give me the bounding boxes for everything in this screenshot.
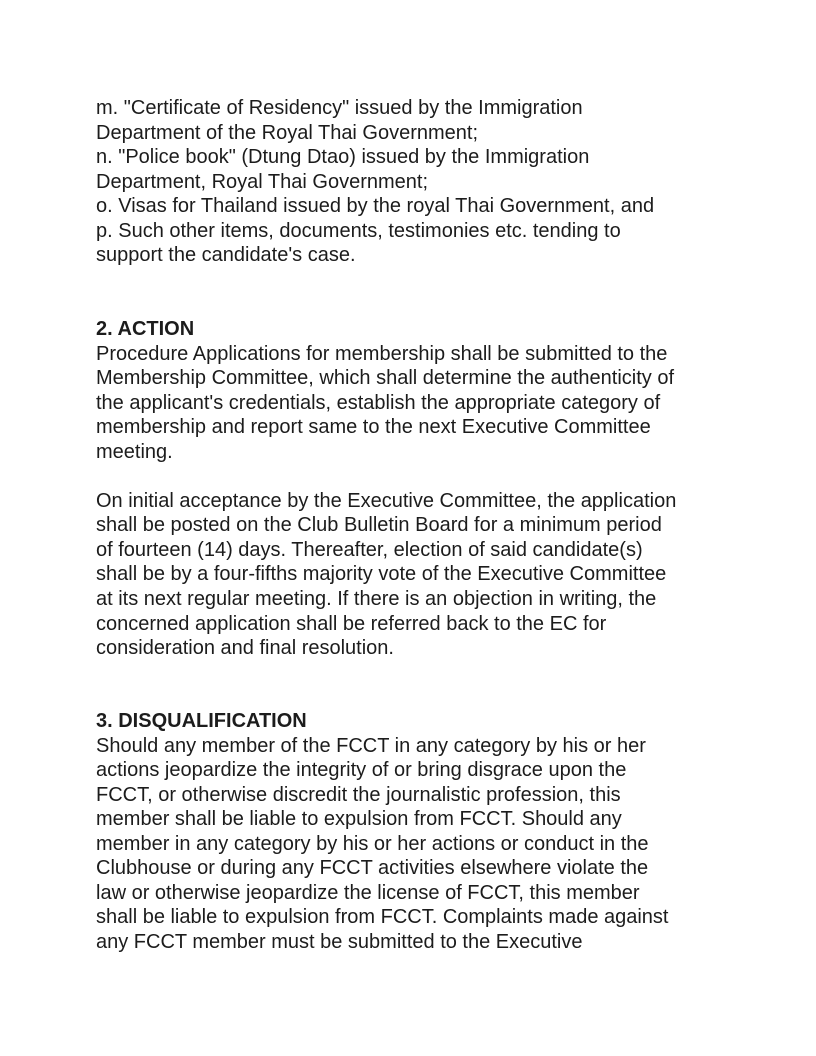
text-line: shall be liable to expulsion from FCCT. Complaints made against (96, 906, 669, 929)
text-line: Membership Committee, which shall determine the authenticity of (96, 367, 675, 390)
list-item-m: m. "Certificate of Residency" issued by the Immigration (96, 97, 583, 119)
list-item-p-cont: support the candidate's case. (96, 244, 356, 267)
list-item-p: p. Such other items, documents, testimonies etc. tending to (96, 219, 621, 242)
text-line: any FCCT member must be submitted to the Executive (96, 930, 583, 953)
text-line: concerned application shall be referred back to the EC for (96, 612, 607, 635)
text-line: membership and report same to the next Executive Committee (96, 416, 651, 439)
section-disqualification (96, 709, 669, 954)
text-line: actions jeopardize the integrity of or bring disgrace upon the (96, 759, 627, 782)
text-line: On initial acceptance by the Executive Committee, the application (96, 489, 677, 512)
text-line: member shall be liable to expulsion from FCCT. Should any (96, 808, 622, 831)
text-line: shall be by a four-fifths majority vote of the Executive Committee (96, 563, 667, 586)
list-item-n-cont: Department, Royal Thai Government; (96, 170, 429, 193)
text-line: at its next regular meeting. If there is an objection in writing, the (96, 588, 657, 611)
list-continuation (96, 96, 654, 268)
list-item-o: o. Visas for Thailand issued by the royal Thai Government, and (96, 195, 655, 218)
text-line: Should any member of the FCCT in any category by his or her (96, 734, 646, 757)
paragraph (96, 342, 676, 465)
section-heading: 2. ACTION (96, 318, 195, 340)
paragraph (96, 489, 676, 661)
text-line: law or otherwise jeopardize the license of FCCT, this member (96, 881, 640, 904)
text-line: member in any category by his or her actions or conduct in the (96, 832, 649, 855)
section-action (96, 317, 676, 661)
section-heading: 3. DISQUALIFICATION (96, 710, 307, 732)
text-line: shall be posted on the Club Bulletin Board for a minimum period (96, 514, 662, 537)
text-line: FCCT, or otherwise discredit the journalistic profession, this (96, 783, 621, 806)
text-line: consideration and final resolution. (96, 637, 394, 660)
text-line: of fourteen (14) days. Thereafter, election of said candidate(s) (96, 538, 643, 561)
text-line: Clubhouse or during any FCCT activities elsewhere violate the (96, 857, 649, 880)
text-line: Procedure Applications for membership shall be submitted to the (96, 342, 668, 365)
text-line: meeting. (96, 440, 173, 463)
text-line: the applicant's credentials, establish the appropriate category of (96, 391, 661, 414)
list-item-m-cont: Department of the Royal Thai Government; (96, 121, 479, 144)
list-item-n: n. "Police book" (Dtung Dtao) issued by the Immigration (96, 146, 590, 169)
paragraph (96, 734, 669, 955)
